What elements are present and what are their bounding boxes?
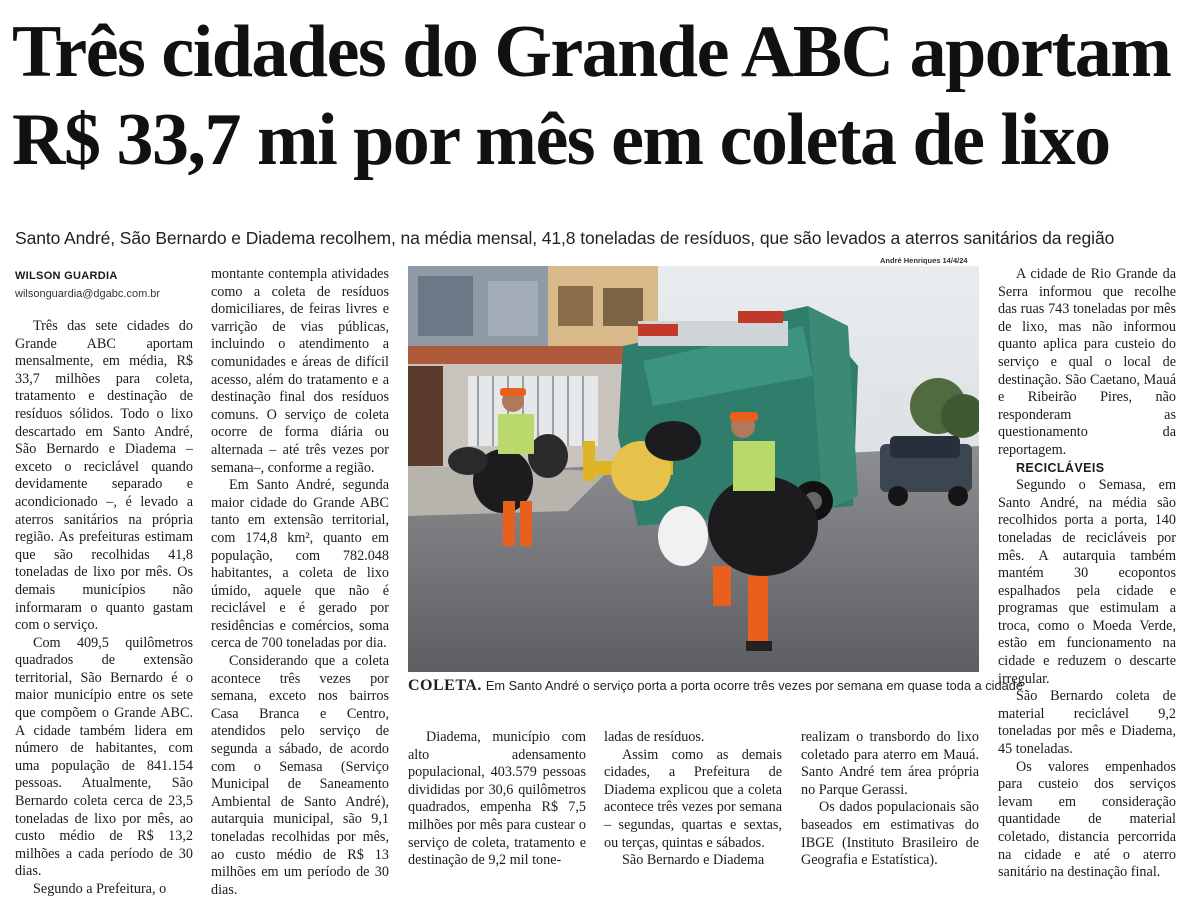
paragraph: São Bernardo e Diadema: [622, 852, 765, 869]
article-column-5: [801, 729, 979, 870]
paragraph: Três das sete cidades do Grande ABC aportam mensalmente, em média, R$ 33,7 milhões para coleta, tratamento e destinação de resíduos sólidos. Todo o lixo descartado em Santo André, São Bernardo e Diadema – exceto o reciclável quando devidamente separado e acondicionado –, é levado a aterros sanitários na própria região. As prefeituras estimam que são recolhidas 41,8 toneladas de lixo por mês. Os demais municípios não informaram o quanto gastam com o serviço.: [15, 318, 193, 634]
article-column-2: [211, 266, 389, 899]
paragraph: Segundo a Prefeitura, o: [33, 881, 167, 897]
paragraph: São Bernardo coleta de material reciclável 9,2 toneladas por mês e Diadema, 45 toneladas.: [998, 688, 1176, 758]
paragraph: ladas de resíduos.: [604, 729, 705, 745]
headline-line-2: R$ 33,7 mi por mês em coleta de lixo: [12, 99, 1110, 181]
paragraph: Com 409,5 quilômetros quadrados de extensão territorial, São Bernardo é o maior município entre os sete que compõem o Grande ABC. A cidade também lidera em número de habitantes, com uma população de 841.154 pessoas. Atualmente, São Bernardo coleta cerca de 23,5 toneladas de lixo por mês, ao custo médio de R$ 13,2 milhões a cada período de 30 dias.: [15, 634, 193, 880]
paragraph: Diadema, município com alto adensamento populacional, 403.579 pessoas divididas por 30,6 quilômetros quadrados, empenha R$ 7,5 milhões por mês para custear o serviço de coleta, tratamento e destinação de 9,2 mil tone-: [408, 729, 586, 869]
garbage-truck-photo-illustration: [408, 266, 979, 672]
headline: [12, 8, 1177, 184]
section-heading: RECICLÁVEIS: [1016, 460, 1105, 475]
byline-email[interactable]: wilsonguardia@dgabc.com.br: [15, 288, 161, 300]
article-column-4: [604, 729, 782, 870]
news-photo: [408, 266, 979, 672]
caption-tag: COLETA.: [408, 677, 482, 694]
paragraph: Considerando que a coleta acontece três vezes por semana, exceto nos bairros Casa Branca e Centro, atendidos pelo serviço de segunda a sábado, de acordo com o Semasa (Serviço Municipal de Saneamento Ambiental de Santo André), autarquia municipal, são 9,1 toneladas recolhidas por mês, ao custo médio de R$ 13 milhões em um período de 30 dias.: [211, 653, 389, 898]
paragraph: montante contempla atividades como a coleta de resíduos domiciliares, de feiras livres e varrição de vias públicas, incluindo o atendimento a comunidades e áreas de difícil acesso, além do tratamento e a destinação final dos resíduos comuns. O serviço de coleta ocorre de forma diária ou alternada – até três vezes por semana–, conforme a região.: [211, 266, 389, 476]
article-column-3: [408, 729, 586, 870]
article-column-6: [998, 266, 1176, 882]
caption-text: Em Santo André o serviço porta a porta ocorre três vezes por semana em quase toda a cidade: [485, 678, 1023, 693]
paragraph: A cidade de Rio Grande da Serra informou que recolhe das ruas 743 toneladas por mês de lixo, mas não informou quanto aplica para custeio do serviço e qual o local de destinação. São Caetano, Mauá e Ribeirão Pires, não responderam as questionamento da reportagem.: [998, 266, 1176, 458]
subheadline: Santo André, São Bernardo e Diadema recolhem, na média mensal, 41,8 toneladas de resíduos, que são levados a aterros sanitários da região: [15, 228, 1115, 248]
photo-credit: André Henriques 14/4/24: [880, 256, 968, 265]
byline-author: WILSON GUARDIA: [15, 270, 118, 282]
headline-line-1: Três cidades do Grande ABC aportam: [12, 11, 1171, 93]
paragraph: realizam o transbordo do lixo coletado para aterro em Mauá. Santo André tem área própria no Parque Gerassi.: [801, 729, 979, 798]
paragraph: Em Santo André, segunda maior cidade do Grande ABC tanto em extensão territorial, com 174,8 km², quanto em população, com 782.048 habitantes, a coleta de lixo úmido, aquele que não é reciclável e é gerado por residências e comércios, soma cerca de 700 toneladas por dia.: [211, 477, 389, 652]
paragraph: Os dados populacionais são baseados em estimativas do IBGE (Instituto Brasileiro de Geografia e Estatística).: [801, 799, 979, 869]
article-column-1: [15, 318, 193, 899]
paragraph: Os valores empenhados para custeio dos serviços levam em consideração quantidade de material coletado, distancia percorrida na cidade e até o aterro sanitário na destinação final.: [998, 758, 1176, 881]
paragraph: Assim como as demais cidades, a Prefeitura de Diadema explicou que a coleta acontece três vezes por semana – segundas, quartas e sextas, ou terças, quintas e sábados.: [604, 746, 782, 851]
paragraph: Segundo o Semasa, em Santo André, na média são recolhidos porta a porta, 140 toneladas de recicláveis por mês. A autarquia também mantém 30 ecopontos espalhados pela cidade e programas que estimulam a troca, como o Moeda Verde, estão em funcionamento na cidade e reduzem o descarte irregular.: [998, 477, 1176, 687]
photo-caption: [408, 677, 1023, 695]
